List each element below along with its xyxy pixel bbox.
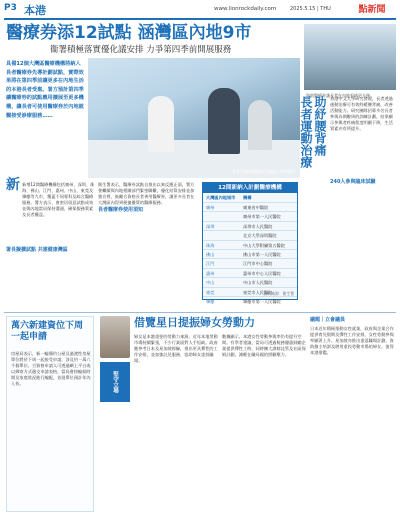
table-cell-org: 深圳市人民醫院 <box>243 223 273 229</box>
lead-summary: 具備12個大灣區醫療機構將納入長者醫療券先導計劃試點，實際效果將在第四季前讓更多在內地生活的本港長者受惠。署方預計第四季讓醫療券的試點應用擴展至更多機構，讓長者可使用醫療券於內地就醫接受診療服務…… <box>6 61 84 119</box>
table-cell-org: 廣州市第一人民醫院 <box>243 214 281 220</box>
photo-figure-patient <box>208 88 240 154</box>
right-vertical-title-1: 長者運動治療 <box>299 96 313 168</box>
lead-paragraph-1: 新增12間醫療機構包括廣州、深圳、珠海、佛山、江門、惠州、中山、東莞及肇慶等九市，覆蓋不同專科及綜合醫療服務。署方表示，會密切留意試點成效並與內地當局保持溝通，確保服務質素及長者權益。 <box>22 182 95 217</box>
right-article-text: 香港中文大學研究發現，長者透過運動治療可有效紓緩腰背痛，改善活動能力。研究團隊招募多名長者參與為期數周的訓練計劃，結果顯示參與者疼痛程度明顯下降，生活質素亦有所提升。 <box>330 96 393 131</box>
issue-date: 2025.5.15 | THU <box>290 6 331 12</box>
lead-subheading-2: 長者醫療券使用須知 <box>98 207 144 213</box>
opinion-column-1: 婦女是本港重要的勞動力來源。近年本地勞動市場持續緊張，不少行業面對人手短缺。政府應參考日本及星加坡經驗，推出更具彈性的工作安排，並加強託兒服務，協助婦女重投職場。 <box>134 334 218 363</box>
newspaper-logo: 點新聞 <box>358 5 386 15</box>
opinion-column-2: 數據顯示，本港女性勞動參與率仍有提升空間。有學者建議，當局可透過稅務優惠鼓勵企業提供彈性工時，同時擴大課餘託管及社區保姆計劃，減輕在職母親的照顧壓力。 <box>222 334 306 357</box>
page-number: P3 <box>4 3 17 13</box>
table-cell-city: 肇慶 <box>206 298 215 304</box>
opinion-column-3-wrap <box>310 316 396 512</box>
housing-box <box>6 316 94 512</box>
right-photo-caption: 資助醫療券讓長者在內地看病更方便。 <box>306 93 374 98</box>
table-cell-org: 佛山市第一人民醫院 <box>243 251 281 257</box>
housing-box-text: 房屋局表示，新一輪簡約公屋及過渡性房屋單位將於下周一起接受申請，涉及約一萬六千個單位。合資格申請人可透過網上平台或以郵寄方式遞交申請表格，當局會按輪候時間及家庭狀況進行編配，首批單位預計年內入伙。 <box>11 351 91 386</box>
right-vertical-title-2: 助紓腰背痛 <box>313 96 327 156</box>
table-source: 資料來源：衞生署 <box>263 291 294 296</box>
photo-figure-staff <box>248 100 272 150</box>
table-header-org: 機構 <box>243 195 252 200</box>
columnist-photo <box>100 316 130 358</box>
lead-headline: 醫療券添12試點 涵灣區內地9市 <box>6 23 252 43</box>
table-row <box>203 211 297 220</box>
column-label: 堅守立場 <box>100 362 130 402</box>
drop-cap: 新 <box>6 177 20 193</box>
table-cell-org: 中山大學附屬第五醫院 <box>243 242 285 248</box>
lead-subheading-1: 署長擬擴試點 共建健康灣區 <box>6 247 68 253</box>
table-row <box>203 268 297 277</box>
table-cell-org: 江門市中心醫院 <box>243 261 273 267</box>
lead-paragraph-2: 衞生署表示，醫療券試點自推出以來反應正面，署方會繼續與內地相關部門緊密聯繫，優化結算安排並加強宣傳，鼓勵合資格長者善用醫療券，讓更多長者在大灣區內得到便捷優質的醫療服務。 <box>98 182 195 205</box>
opinion-byline: 議題｜立會議員 <box>310 317 346 323</box>
table-cell-city: 中山 <box>206 280 215 286</box>
table-row <box>203 240 297 249</box>
opinion-headline: 借覽星日提振婦女勞動力 <box>134 316 255 329</box>
right-subheading: 240人參與臨床試驗 <box>330 179 376 185</box>
site-url[interactable]: www.lionrockdaily.com <box>214 6 277 12</box>
table-row <box>203 230 297 239</box>
opinion-column-3: 日本近年積極推動女性就業，政府與企業合作提供育兒假期及彈性工作安排，女性勞動參與率顯著上升。星加坡亦推出重返職場計劃，資助僱主培訓及聘用重投勞動市場的婦女，值得本港借鑑。 <box>310 326 394 355</box>
table-cell-org: 廣東省中醫院 <box>243 205 269 210</box>
institution-table <box>202 182 298 304</box>
table-cell-org: 中山市人民醫院 <box>243 280 273 286</box>
table-row <box>203 277 297 286</box>
lead-photo-caption: 長者在醫療機構接受服務。資料圖片 <box>232 169 296 174</box>
table-cell-city: 佛山 <box>206 251 215 257</box>
table-body <box>203 202 297 305</box>
table-row <box>203 221 297 230</box>
table-header <box>203 194 297 201</box>
table-cell-org: 肇慶市第一人民醫院 <box>243 298 281 304</box>
table-row <box>203 202 297 211</box>
table-cell-city: 惠州 <box>206 270 215 276</box>
housing-box-title: 萬六新建資位下周一起申請 <box>11 321 84 342</box>
table-row <box>203 296 297 305</box>
table-cell-org: 北京大學深圳醫院 <box>243 233 277 239</box>
table-row <box>203 258 297 267</box>
table-title: 12間新納入計劃醫療機構 <box>203 183 297 193</box>
section-divider <box>4 312 396 313</box>
photo-figure-nurse <box>148 96 174 152</box>
table-cell-org: 惠州市中心人民醫院 <box>243 270 281 276</box>
lead-photo <box>88 58 300 178</box>
masthead-divider <box>4 18 396 20</box>
table-cell-city: 廣州 <box>206 205 215 210</box>
right-photo <box>304 24 396 98</box>
table-cell-org: 東莞市人民醫院 <box>243 289 273 295</box>
lead-subheadline: 衞署積極落實優化議安排 力爭第四季前開展服務 <box>50 45 232 55</box>
table-cell-city: 珠海 <box>206 242 215 248</box>
section-title: 本港 <box>24 4 46 17</box>
table-cell-city: 深圳 <box>206 223 215 229</box>
table-cell-city: 江門 <box>206 261 215 267</box>
table-row <box>203 249 297 258</box>
table-header-city: 大灣區內地城市 <box>206 195 236 200</box>
table-cell-city: 東莞 <box>206 289 215 295</box>
